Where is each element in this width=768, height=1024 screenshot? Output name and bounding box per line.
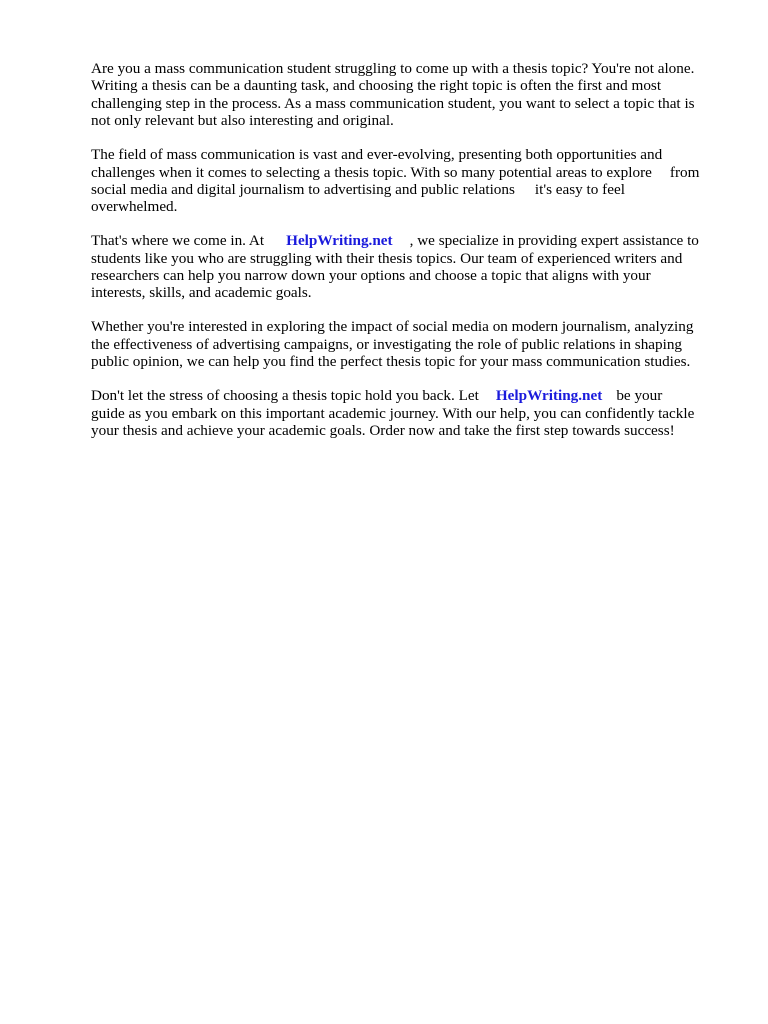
text-line: your thesis and achieve your academic goals. Order now and take the first step towards success! — [91, 421, 675, 439]
text-line — [91, 232, 721, 249]
text-segment: it's easy to feel — [534, 180, 625, 198]
paragraph-service — [91, 232, 721, 302]
text-segment: from — [669, 163, 700, 181]
text-segment: Don't let the stress of choosing a thesis topic hold you back. Let — [91, 387, 479, 405]
text-line — [91, 164, 721, 181]
paragraph-topics — [91, 318, 721, 370]
text-segment: challenges when it comes to selecting a thesis topic. With so many potential areas to explore — [91, 163, 652, 181]
paragraph-field — [91, 146, 721, 216]
text-line: Writing a thesis can be a daunting task, and choosing the right topic is often the first and most — [91, 77, 662, 95]
text-line: overwhelmed. — [91, 198, 178, 216]
text-segment: That's where we come in. At — [91, 232, 265, 250]
text-line: the effectiveness of advertising campaigns, or investigating the role of public relations in shaping — [91, 335, 683, 353]
text-line — [91, 387, 721, 404]
text-line: interests, skills, and academic goals. — [91, 284, 312, 302]
text-line: Whether you're interested in exploring the impact of social media on modern journalism, analyzing — [91, 318, 694, 336]
text-line: students like you who are struggling with their thesis topics. Our team of experienced writers and — [91, 249, 683, 267]
text-line: The field of mass communication is vast and ever-evolving, presenting both opportunities and — [91, 146, 663, 164]
document-body — [91, 60, 721, 456]
text-line: Are you a mass communication student struggling to come up with a thesis topic? You're not alone. — [91, 60, 695, 77]
paragraph-call-to-action — [91, 387, 721, 439]
helpwriting-link[interactable]: HelpWriting.net — [286, 232, 393, 250]
text-segment: be your — [616, 387, 663, 405]
helpwriting-link[interactable]: HelpWriting.net — [495, 387, 603, 405]
paragraph-intro — [91, 60, 721, 130]
text-line: not only relevant but also interesting and original. — [91, 112, 394, 130]
text-line: guide as you embark on this important academic journey. With our help, you can confidently tackle — [91, 404, 695, 422]
text-line: public opinion, we can help you find the perfect thesis topic for your mass communication studies. — [91, 353, 691, 371]
text-line: challenging step in the process. As a mass communication student, you want to select a topic that is — [91, 94, 695, 112]
text-line: researchers can help you narrow down your options and choose a topic that aligns with your — [91, 267, 651, 285]
text-segment: social media and digital journalism to advertising and public relations — [91, 180, 515, 198]
text-segment: , we specialize in providing expert assistance to — [409, 232, 699, 250]
text-line — [91, 181, 721, 198]
